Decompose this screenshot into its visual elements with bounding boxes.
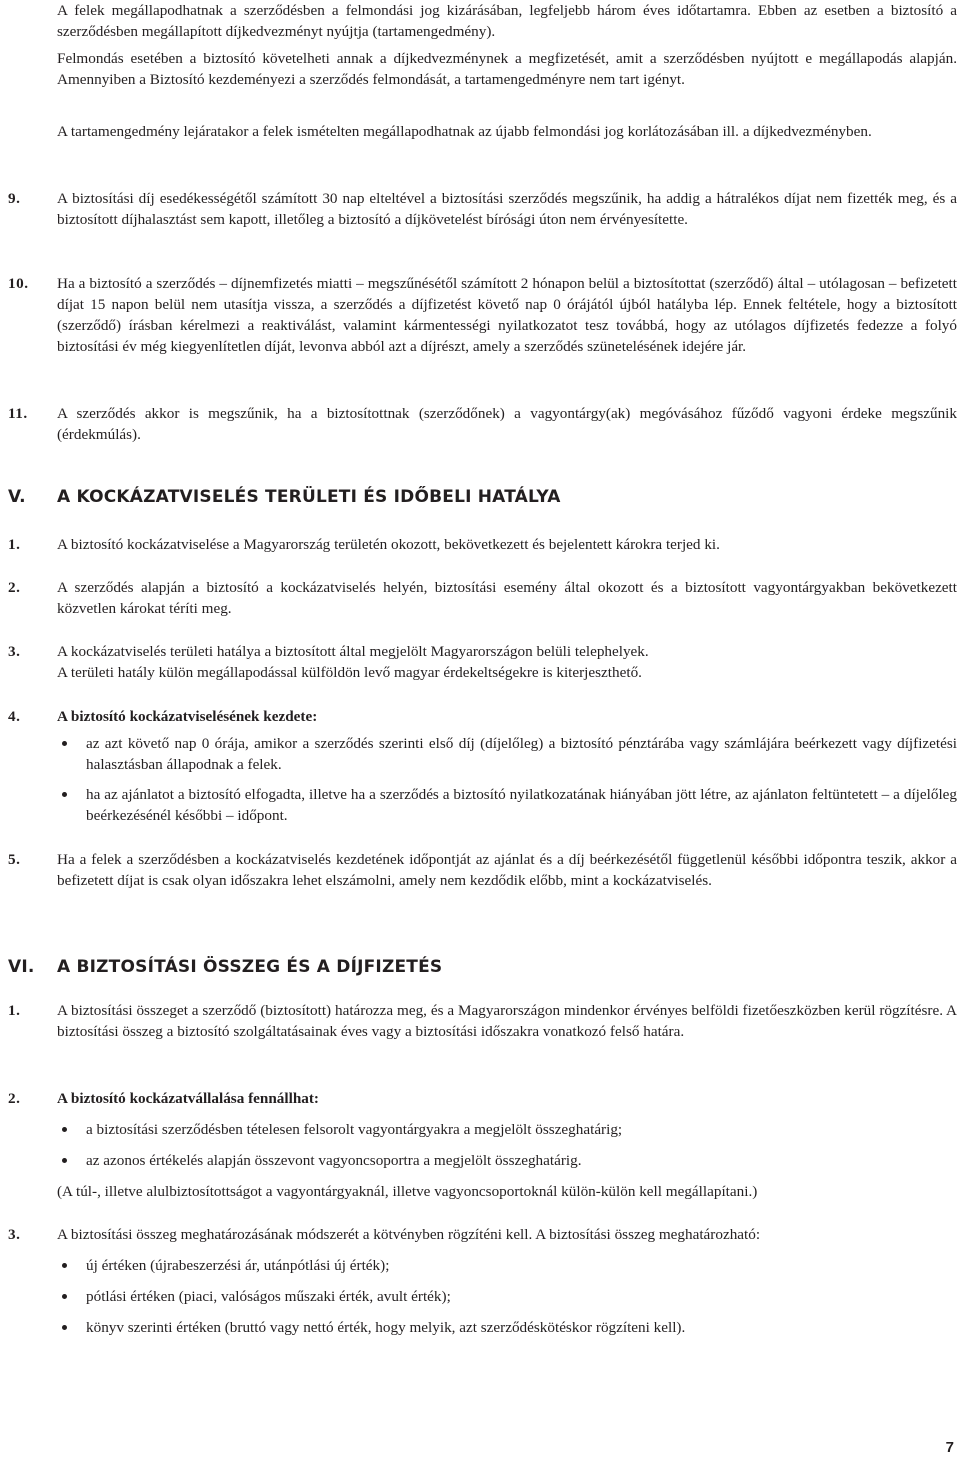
bullet-item: a biztosítási szerződésben tételesen felsorolt vagyontárgyakra a megjelölt összeghatárig; (86, 1121, 623, 1138)
item-number: 11. (8, 405, 28, 422)
item-number: 2. (8, 579, 21, 596)
item-text: A biztosítási összeg meghatározásának módszerét a kötvényben rögzíténi kell. A biztosítási összeg meghatározható: (57, 1226, 761, 1243)
item-title: A biztosító kockázatvállalása fennállhat: (57, 1090, 319, 1107)
bullet-icon (62, 1158, 67, 1163)
bullet-icon (62, 1294, 67, 1299)
bullet-icon (62, 741, 67, 746)
item-number: 5. (8, 851, 21, 868)
intro-paragraph-2: Felmondás esetében a biztosító követelheti annak a díjkedvezménynek a megfizetését, amit a szerződésben nyújtott e megállapodás alapján. Amennyiben a Biztosító kezdeményezi a szerződés felmondását, a tartamengedményre nem tart igényt. (57, 50, 957, 88)
bullet-icon (62, 1325, 67, 1330)
item-number: 3. (8, 1226, 21, 1243)
item-text: Ha a biztosító a szerződés – díjnemfizetés miatti – megszűnésétől számított 2 hónapon belül a biztosítottat (szerződő) által – utólagosan – befizetett díjat 15 napon belül nem utasítja vissza, a szerződés a díjfizetést követő nap 0 órájától újból hatályba lép. Ennek feltétele, hogy a biztosított (szerződő) írásban kérelmezi a reaktiválást, valamint kármentességi nyilatkozatot tesz továbbá, hogy az utólagos díjfizetés fedezze a folyó biztosítási év még kiegyenlítetlen díját, levonva abból azt a díjrészt, amely a szerződés szünetelésének idejére jár. (57, 275, 957, 355)
section-number: VI. (8, 957, 35, 977)
section-number: V. (8, 487, 26, 507)
item-text: A biztosító kockázatviselése a Magyarország területén okozott, bekövetkezett és bejelentett károkra terjed ki. (57, 536, 720, 553)
section-title: A BIZTOSÍTÁSI ÖSSZEG ÉS A DÍJFIZETÉS (57, 957, 443, 977)
item-number: 10. (8, 275, 29, 292)
item-number: 2. (8, 1090, 21, 1107)
bullet-item: új értéken (újrabeszerzési ár, utánpótlási új érték); (86, 1257, 390, 1274)
section-title: A KOCKÁZATVISELÉS TERÜLETI ÉS IDŐBELI HATÁLYA (57, 487, 561, 507)
item-title: A biztosító kockázatviselésének kezdete: (57, 708, 318, 725)
item-number: 9. (8, 190, 21, 207)
item-text: Ha a felek a szerződésben a kockázatviselés kezdetének időpontját az ajánlat és a díj beérkezésétől függetlenül későbbi időpontra teszik, akkor a befizetett díjat is csak olyan időszakra lehet elszámolni, amely nem kezdődik előbb, mint a kockázatviselés. (57, 851, 957, 889)
item-number: 1. (8, 1002, 21, 1019)
item-text: A biztosítási díj esedékességétől számított 30 nap elteltével a biztosítási szerződés megszűnik, ha addig a hátralékos díjat nem fizették meg, és a biztosított díjhalasztást sem kapott, illetőleg a biztosító a díjkövetelést bírósági úton nem érvényesítette. (57, 190, 957, 228)
bullet-icon (62, 1127, 67, 1132)
bullet-item: ha az ajánlatot a biztosító elfogadta, illetve ha a szerződés a biztosító nyilatkozatának hiányában jött létre, az ajánlaton feltüntetett – a díjelőleg beérkezésénél későbbi – időpont. (86, 786, 957, 824)
bullet-item: pótlási értéken (piaci, valóságos műszaki érték, avult érték); (86, 1288, 451, 1305)
bullet-icon (62, 792, 67, 797)
page-number: 7 (945, 1439, 954, 1456)
bullet-item: az azt követő nap 0 órája, amikor a szerződés szerinti első díj (díjelőleg) a biztosító pénztárába vagy számlájára beérkezett vagy díjfizetési halasztásban állapodnak a felek. (86, 735, 957, 773)
item-number: 1. (8, 536, 21, 553)
item-text: A biztosítási összeget a szerződő (biztosított) határozza meg, és a Magyarországon mindenkor érvényes belföldi fizetőeszközben kerül rögzítésre. A biztosítási összeg a biztosító szolgáltatásainak éves vagy a biztosítási időszakra vonatkozó felső határa. (57, 1002, 957, 1040)
bullet-item: az azonos értékelés alapján összevont vagyoncsoportra a megjelölt összeghatárig. (86, 1152, 582, 1169)
intro-paragraph-1: A felek megállapodhatnak a szerződésben a felmondási jog kizárásában, legfeljebb három éves időtartamra. Ebben az esetben a biztosító a szerződésben megállapított díjkedvezményt nyújtja (tartamengedmény). (57, 2, 957, 40)
bullet-item: könyv szerinti értéken (bruttó vagy nettó érték, hogy melyik, azt szerződéskötéskor rögzíteni kell). (86, 1319, 686, 1336)
item-text-line-2: A területi hatály külön megállapodással külföldön levő magyar érdekeltségekre is kiterjeszthető. (57, 664, 642, 681)
bullet-icon (62, 1263, 67, 1268)
item-number: 4. (8, 708, 21, 725)
item-text: A szerződés alapján a biztosító a kockázatviselés helyén, biztosítási esemény által okozott és a biztosított vagyontárgyakban bekövetkezett közvetlen károkat téríti meg. (57, 579, 957, 617)
item-number: 3. (8, 643, 21, 660)
item-text: A szerződés akkor is megszűnik, ha a biztosítottnak (szerződőnek) a vagyontárgy(ak) megóvásához fűződő vagyoni érdeke megszűnik (érdekmúlás). (57, 405, 957, 443)
intro-paragraph-3: A tartamengedmény lejáratakor a felek ismételten megállapodhatnak az újabb felmondási jog korlátozásában ill. a díjkedvezményben. (57, 123, 872, 140)
item-text-line-1: A kockázatviselés területi hatálya a biztosított által megjelölt Magyarországon belüli telephelyek. (57, 643, 649, 660)
item-note: (A túl-, illetve alulbiztosítottságot a vagyontárgyaknál, illetve vagyoncsoportoknál külön-külön kell megállapítani.) (57, 1183, 758, 1200)
